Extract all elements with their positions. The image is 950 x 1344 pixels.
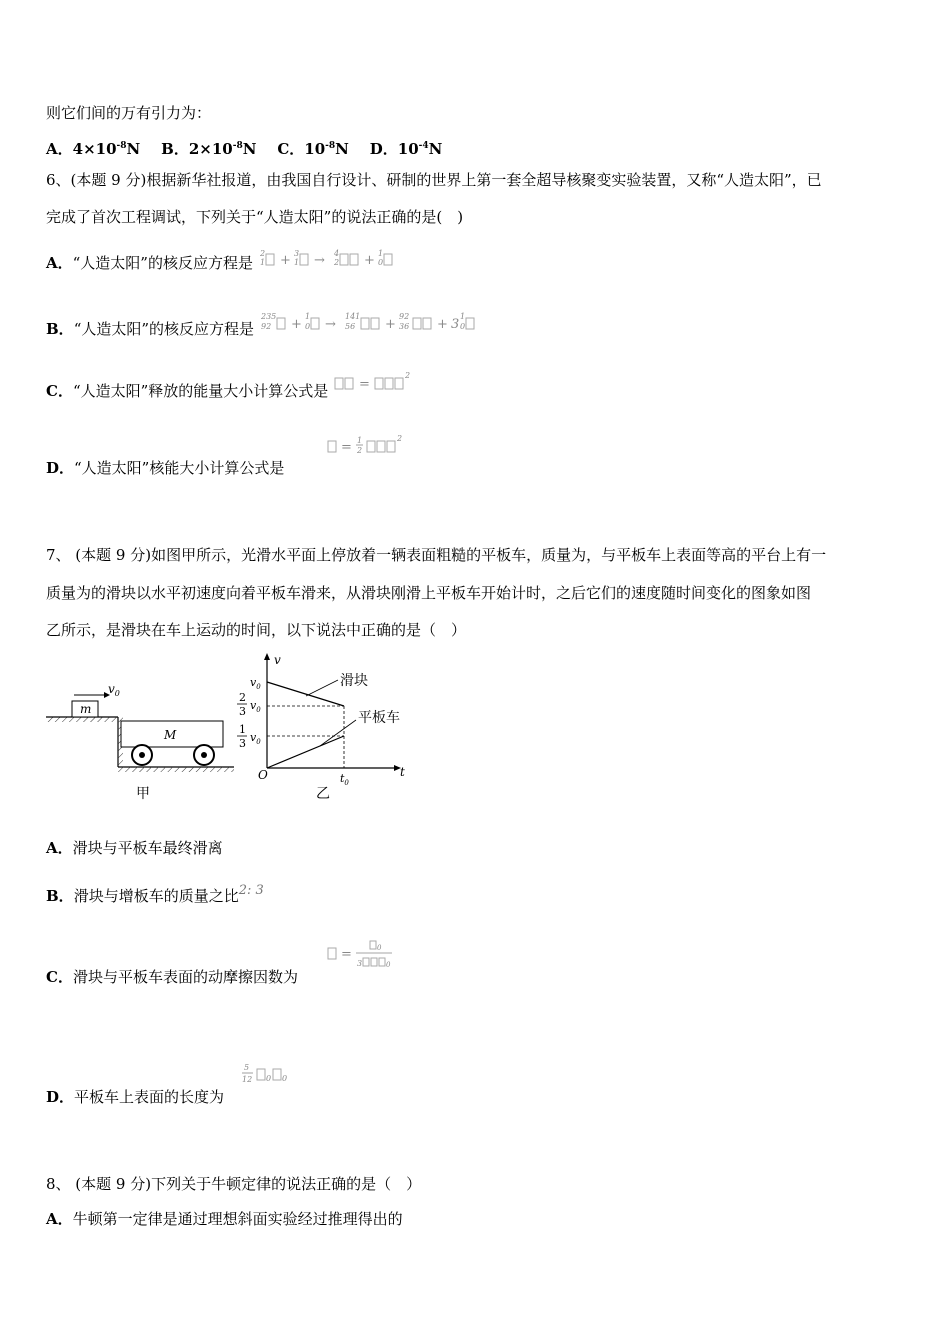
q7-d-formula-image (240, 1060, 310, 1092)
svg-text:1: 1 (459, 312, 465, 321)
svg-text:141: 141 (344, 312, 361, 321)
svg-text:1: 1 (377, 249, 383, 258)
q5-option-b[interactable]: B．$2\times 10^{-8}N$ (161, 140, 257, 158)
cart-velocity-line (267, 736, 344, 768)
q6-option-b[interactable]: B．“人造太阳”的核反应方程是 235 92 + 1 0 → 141 56 + 92 36 + 3 1 0 (46, 310, 519, 339)
svg-text:→: → (313, 253, 325, 268)
svg-text:0: 0 (386, 961, 391, 969)
platform (46, 717, 118, 722)
q6-b-formula-image (259, 310, 519, 336)
q8-stem: 8、 (本题 9 分)下列关于牛顿定律的说法正确的是（ ） (46, 1175, 422, 1193)
svg-text:+: + (436, 317, 448, 332)
q5-options (46, 136, 442, 159)
q6-stem-line2: 完成了首次工程调试，下列关于“人造太阳”的说法正确的是( ) (46, 208, 464, 226)
svg-text:12: 12 (242, 1075, 253, 1084)
tick-two-thirds-den: 3 (239, 705, 246, 718)
svg-text:=: = (341, 440, 352, 455)
svg-text:0: 0 (304, 322, 310, 331)
svg-text:2: 2 (397, 434, 403, 443)
v0-label: $v_0$ (108, 682, 120, 698)
svg-text:2: 2 (405, 372, 411, 380)
svg-text:2: 2 (357, 446, 363, 455)
q6-c-formula-image (333, 372, 443, 396)
svg-text:0: 0 (377, 258, 383, 267)
q6-option-a[interactable]: A．“人造太阳”的核反应方程是 2 1 + 3 1 → 4 2 + 1 0 (46, 248, 418, 273)
svg-text:+: + (363, 253, 375, 268)
svg-text:+: + (279, 253, 291, 268)
svg-text:2: 2 (333, 258, 339, 267)
figure-yi-label: 乙 (316, 786, 330, 802)
svg-text:4: 4 (333, 249, 339, 258)
q7-option-b[interactable]: B．滑块与增板车的质量之比2: 3 (46, 883, 264, 905)
svg-text:+: + (290, 317, 302, 332)
q7-option-d[interactable]: D．平板车上表面的长度为 (46, 1088, 225, 1106)
svg-text:1: 1 (293, 258, 299, 267)
svg-text:36: 36 (398, 322, 409, 331)
figure-cart-diagram (44, 655, 244, 805)
cart-label: 平板车 (358, 710, 400, 726)
tick-two-thirds-num: 2 (239, 691, 246, 704)
svg-text:1: 1 (304, 312, 310, 321)
cart-M-label: M (164, 728, 177, 742)
intro-text: 则它们间的万有引力为： (46, 104, 212, 122)
slider-velocity-line (267, 682, 344, 706)
svg-text:92: 92 (260, 322, 271, 331)
q6-d-formula-image (326, 432, 426, 462)
q6-option-c[interactable]: C．“人造太阳”释放的能量大小计算公式是 = 2 (46, 372, 443, 401)
tick-v0: $v_0$ (250, 676, 261, 691)
block-m-label: m (80, 702, 92, 716)
figure-vt-graph (230, 650, 420, 805)
t-axis-label: t (400, 765, 405, 779)
svg-text:1: 1 (259, 258, 265, 267)
svg-text:92: 92 (398, 312, 409, 321)
svg-text:56: 56 (344, 322, 355, 331)
t0-label: $t_0$ (340, 772, 349, 787)
q7-c-formula-image (326, 938, 406, 972)
svg-text:3: 3 (293, 249, 299, 258)
svg-text:→: → (324, 317, 336, 332)
tick-one-third-den: 3 (239, 737, 246, 750)
svg-text:235: 235 (260, 312, 277, 321)
svg-text:+: + (384, 317, 396, 332)
v-axis-label: v (274, 653, 281, 667)
svg-text:2: 2 (259, 249, 265, 258)
svg-text:0: 0 (459, 322, 465, 331)
q7-stem-line1: 7、 (本题 9 分)如图甲所示，光滑水平面上停放着一辆表面粗糙的平板车，质量为，与平板车上表面等高的平台上有一 (46, 546, 827, 564)
svg-text:0: 0 (282, 1074, 288, 1083)
slider-label: 滑块 (340, 673, 368, 689)
mass-ratio: 2: 3 (238, 883, 264, 898)
svg-text:=: = (341, 947, 352, 962)
q7-stem-line3: 乙所示，是滑块在车上运动的时间，以下说法中正确的是（ ） (46, 621, 467, 639)
svg-text:3: 3 (450, 317, 460, 332)
figure-jia-label: 甲 (136, 786, 150, 802)
q5-option-d[interactable]: D．$10^{-4}N$ (369, 140, 443, 158)
svg-text:v0: $v_0$ (250, 699, 261, 714)
svg-text:3: 3 (357, 959, 363, 968)
tick-one-third-num: 1 (239, 723, 246, 736)
svg-text:0: 0 (266, 1074, 272, 1083)
q7-option-a[interactable]: A．滑块与平板车最终滑离 (46, 839, 223, 857)
q5-option-c[interactable]: C．$10^{-8}N$ (277, 140, 349, 158)
q7-option-c[interactable]: C．滑块与平板车表面的动摩擦因数为 (46, 968, 298, 986)
q5-option-a[interactable]: A．$4\times 10^{-8}N$ (46, 140, 141, 158)
svg-text:1: 1 (357, 436, 363, 445)
svg-text:0: 0 (377, 944, 382, 952)
svg-text:5: 5 (244, 1063, 250, 1072)
svg-text:=: = (359, 377, 370, 392)
ground (118, 767, 234, 772)
q8-option-a[interactable]: A．牛顿第一定律是通过理想斜面实验经过推理得出的 (46, 1210, 403, 1228)
svg-text:v0: $v_0$ (250, 731, 261, 746)
q6-stem-line1: 6、(本题 9 分)根据新华社报道，由我国自行设计、研制的世界上第一套全超导核聚变实验装置，又称“人造太阳”，已 (46, 171, 822, 189)
origin-label: O (258, 768, 268, 782)
q6-option-d[interactable]: D．“人造太阳”核能大小计算公式是 (46, 459, 285, 477)
q6-a-formula-image (258, 248, 418, 270)
q7-stem-line2: 质量为的滑块以水平初速度向着平板车滑来，从滑块刚滑上平板车开始计时，之后它们的速度随时间变化的图象如图 (46, 584, 812, 602)
